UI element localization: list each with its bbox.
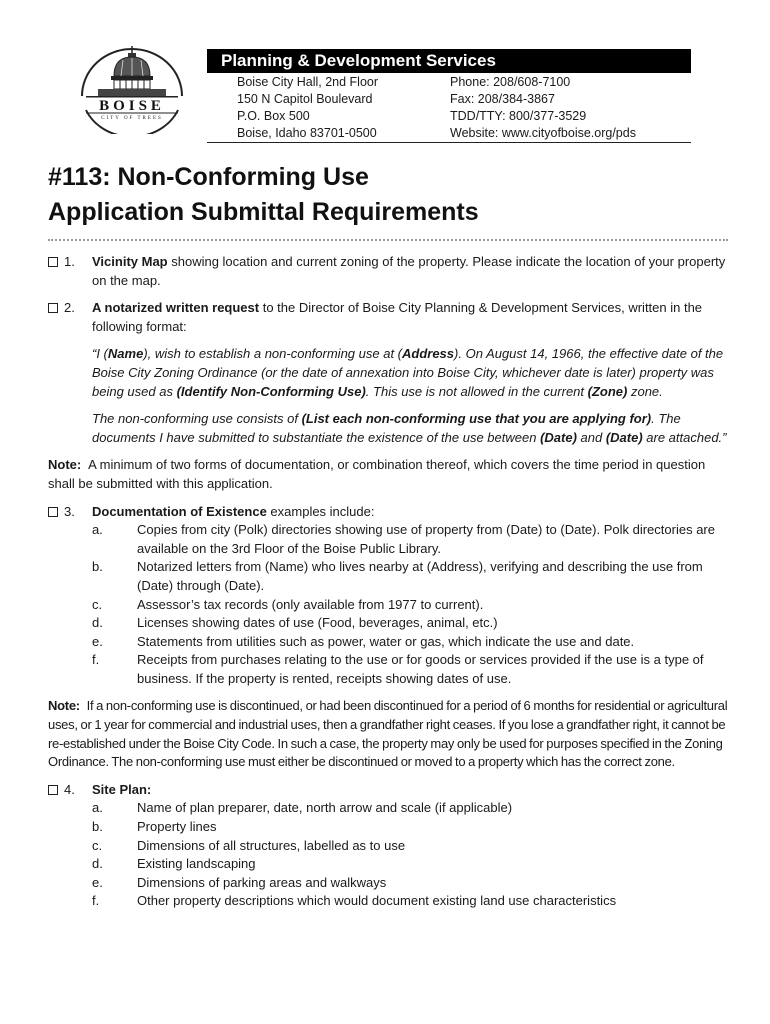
checkbox-icon[interactable] bbox=[48, 507, 58, 517]
dotted-divider bbox=[48, 239, 728, 241]
list-item: c. Dimensions of all structures, labelled as to use bbox=[92, 837, 406, 853]
item-number: 4. bbox=[64, 781, 75, 797]
note-documentation bbox=[48, 456, 733, 493]
item-number: 3. bbox=[64, 503, 75, 519]
item-text: to the Director of Boise City Planning & Development Services, written in the following format: bbox=[92, 300, 703, 334]
list-item: c. Assessor’s tax records (only available from 1977 to current). bbox=[92, 596, 484, 612]
svg-text:BOISE: BOISE bbox=[99, 98, 165, 114]
phone-block bbox=[450, 74, 636, 142]
department-header bbox=[207, 49, 691, 143]
item-number: 2. bbox=[64, 300, 75, 316]
note-text: If a non-conforming use is discontinued, or had been discontinued for a period of 6 months for residential or agricultural uses, or 1 year for commercial and industrial uses, then a grandfather right ceases. If you lose a grandfather right, it cannot be re-established under the Boise City Code. In such a case, the property may only be used for purposes specified in the Zoning Ordinance. The non-conforming use must either be discontinued or moved to a property which has the correct zone. bbox=[48, 698, 728, 770]
svg-text:CITY OF TREES: CITY OF TREES bbox=[101, 116, 163, 121]
list-item: e. Statements from utilities such as power, water or gas, which indicate the use and date. bbox=[92, 633, 635, 649]
checkbox-icon[interactable] bbox=[48, 257, 58, 267]
address-block bbox=[237, 74, 378, 142]
item-heading: Site Plan: bbox=[92, 781, 152, 797]
capitol-dome-icon bbox=[76, 44, 188, 134]
address-line: 150 N Capitol Boulevard bbox=[237, 92, 373, 106]
department-name: Planning & Development Services bbox=[207, 49, 691, 73]
item-heading: Documentation of Existence bbox=[92, 503, 267, 519]
item-heading: A notarized written request bbox=[92, 300, 260, 316]
list-item: f. Receipts from purchases relating to the use or for goods or services provided if the use is a type of business. If the property is rented, receipts showing dates of use. bbox=[92, 652, 704, 686]
list-item: a. Name of plan preparer, date, north arrow and scale (if applicable) bbox=[92, 800, 513, 816]
request-template-paragraph-1: “I (Name), wish to establish a non-conforming use at (Address). On August 14, 1966, the effective date of the Boise City Zoning Ordinance (or the date of annexation into Boise City, whichever date is later) property was being used as (Identify Non-Conforming Use). This use is not allowed in the current (Zone) zone. bbox=[92, 346, 724, 399]
list-item: b. Notarized letters from (Name) who lives nearby at (Address), verifying and describing the use from (Date) through (Date). bbox=[92, 559, 703, 593]
title-line-2: Application Submittal Requirements bbox=[48, 198, 479, 226]
requirement-written-request bbox=[48, 299, 733, 447]
list-item: b. Property lines bbox=[92, 819, 217, 835]
list-item: d. Existing landscaping bbox=[92, 856, 256, 872]
page-title bbox=[48, 160, 728, 230]
address-line: Boise, Idaho 83701-0500 bbox=[237, 126, 377, 140]
item-heading: Vicinity Map bbox=[92, 254, 168, 269]
site-plan-list bbox=[92, 799, 733, 911]
list-item: e. Dimensions of parking areas and walkways bbox=[92, 874, 387, 890]
requirements-list bbox=[48, 253, 733, 920]
list-item: a. Copies from city (Polk) directories showing use of property from (Date) to (Date). Polk directories are available on the 3rd Floor of the Boise Public Library. bbox=[92, 522, 715, 556]
checkbox-icon[interactable] bbox=[48, 303, 58, 313]
tdd-line: TDD/TTY: 800/377-3529 bbox=[450, 109, 587, 123]
item-text: showing location and current zoning of the property. Please indicate the location of your property on the map. bbox=[92, 254, 726, 288]
item-number: 1. bbox=[64, 254, 75, 269]
request-template-paragraph-2: The non-conforming use consists of (List each non-conforming use that you are applying for). The documents I have submitted to substantiate the existence of the use between (Date) and (Date) are attached.” bbox=[92, 411, 727, 445]
requirement-vicinity-map bbox=[48, 253, 733, 290]
address-line: P.O. Box 500 bbox=[237, 109, 310, 123]
contact-block bbox=[207, 73, 691, 143]
requirement-documentation-of-existence bbox=[48, 503, 733, 689]
list-item: d. Licenses showing dates of use (Food, beverages, animal, etc.) bbox=[92, 615, 498, 631]
documentation-examples-list bbox=[92, 521, 733, 688]
list-item: f. Other property descriptions which would document existing land use characteristics bbox=[92, 893, 617, 909]
note-label: Note: bbox=[48, 457, 82, 473]
website-link[interactable]: Website: www.cityofboise.org/pds bbox=[450, 126, 636, 140]
address-line: Boise City Hall, 2nd Floor bbox=[237, 75, 379, 89]
checkbox-icon[interactable] bbox=[48, 785, 58, 795]
fax-line: Fax: 208/384-3867 bbox=[450, 92, 555, 106]
title-line-1: #113: Non-Conforming Use bbox=[48, 163, 369, 191]
note-label: Note: bbox=[48, 698, 80, 714]
note-grandfather-right bbox=[48, 697, 733, 771]
city-logo bbox=[76, 44, 188, 134]
requirement-site-plan bbox=[48, 781, 733, 911]
item-text: examples include: bbox=[266, 503, 375, 519]
note-text: A minimum of two forms of documentation, or combination thereof, which covers the time period in question shall be submitted with this application. bbox=[48, 457, 706, 491]
phone-line: Phone: 208/608-7100 bbox=[450, 75, 571, 89]
